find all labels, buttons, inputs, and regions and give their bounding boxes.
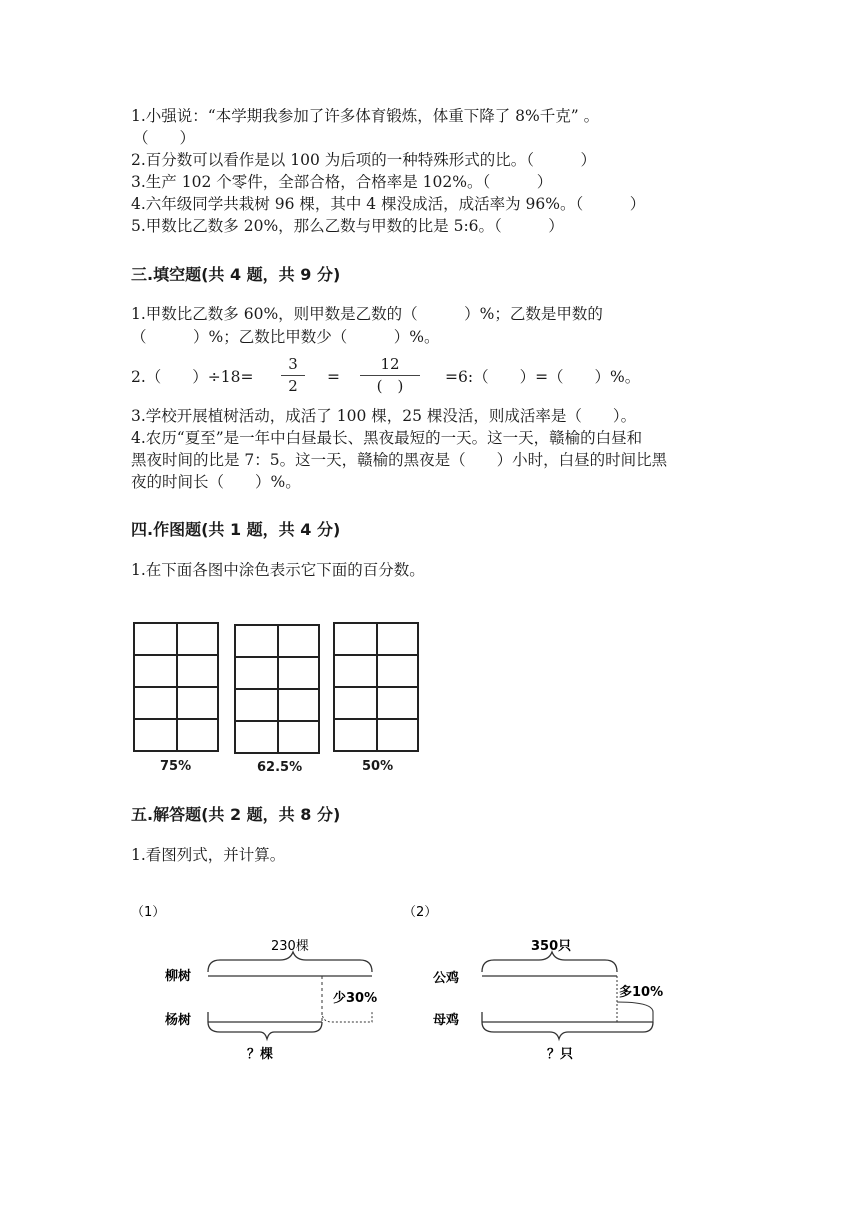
- diagram-2-note: 多10%: [619, 985, 664, 1000]
- fraction-1-bar: [281, 375, 305, 376]
- grid-label-50: 50%: [362, 759, 394, 774]
- judge-q5: 5.甲数比乙数多 20%，那么乙数与甲数的比是 5:6。（ ）: [131, 217, 564, 235]
- fraction-1-numerator: 3: [288, 355, 298, 373]
- fill-q2-prefix: 2.（ ）÷18=: [131, 368, 254, 386]
- grid-75[interactable]: [133, 622, 219, 752]
- fill-q4-line1: 4.农历“夏至”是一年中白昼最长、黑夜最短的一天。这一天，赣榆的白昼和: [131, 429, 643, 447]
- diagram-1-top-brace: [208, 952, 372, 972]
- judge-q1: 1.小强说：“本学期我参加了许多体育锻炼，体重下降了 8%千克” 。: [131, 107, 600, 125]
- grid-label-62-5: 62.5%: [257, 760, 303, 775]
- section-5-heading: 五.解答题(共 2 题，共 8 分): [131, 805, 341, 824]
- diagram-2-question: ？只: [547, 1047, 574, 1062]
- fill-q2-equals: =: [327, 368, 340, 386]
- diagram-1-dotted-bracket: [322, 1012, 372, 1022]
- fill-q1-line1: 1.甲数比乙数多 60%，则甲数是乙数的（ ）%；乙数是甲数的: [131, 305, 603, 323]
- diagram-2-row2-label: 母鸡: [433, 1013, 460, 1028]
- diagram-2-extra-bracket: [617, 1002, 653, 1022]
- diagram-2-row1-label: 公鸡: [433, 971, 460, 986]
- judge-q2: 2.百分数可以看作是以 100 为后项的一种特殊形式的比。（ ）: [131, 151, 596, 169]
- fill-q4-line2: 黑夜时间的比是 7：5。这一天，赣榆的黑夜是（ ）小时，白昼的时间比黑: [131, 451, 668, 469]
- diagram-rooster-hen: [395, 900, 685, 1070]
- section-4-heading: 四.作图题(共 1 题，共 4 分): [131, 520, 341, 539]
- fraction-1-denominator: 2: [288, 377, 298, 395]
- grid-50[interactable]: [333, 622, 419, 752]
- diagram-1-row1-label: 柳树: [165, 969, 192, 984]
- diagram-willow-poplar: [125, 900, 395, 1070]
- diagram-1-row2-label: 杨树: [165, 1013, 192, 1028]
- fraction-2-denominator: ( ): [376, 377, 404, 395]
- grid-label-75: 75%: [160, 759, 192, 774]
- diagram-1-note: 少30%: [333, 991, 378, 1006]
- draw-q1: 1.在下面各图中涂色表示它下面的百分数。: [131, 561, 425, 579]
- fraction-2-bar: [360, 375, 420, 376]
- diagram-1-bottom-brace: [208, 1012, 322, 1039]
- grid-62-5[interactable]: [234, 624, 320, 754]
- diagram-1-question: ？棵: [247, 1047, 274, 1062]
- diagram-1-tag: （1）: [131, 905, 166, 920]
- diagram-1-total-label: 230棵: [271, 939, 309, 954]
- fill-q2-suffix: =6:（ ）=（ ）%。: [445, 368, 641, 386]
- diagram-2-total-label: 350只: [531, 939, 572, 954]
- judge-q3: 3.生产 102 个零件，全部合格，合格率是 102%。（ ）: [131, 173, 553, 191]
- fraction-2-numerator: 12: [380, 355, 400, 373]
- section-3-heading: 三.填空题(共 4 题，共 9 分): [131, 265, 341, 284]
- fill-q3: 3.学校开展植树活动，成活了 100 棵，25 棵没活，则成活率是（ ）。: [131, 407, 637, 425]
- fill-q4-line3: 夜的时间长（ ）%。: [131, 473, 301, 491]
- diagram-2-tag: （2）: [403, 905, 438, 920]
- judge-q1-answer-blank: （ ）: [133, 129, 196, 147]
- diagram-2-bottom-brace: [482, 1012, 653, 1039]
- judge-q4: 4.六年级同学共栽树 96 棵，其中 4 棵没成活，成活率为 96%。（ ）: [131, 195, 646, 213]
- diagram-2-top-brace: [482, 952, 617, 972]
- answer-q1: 1.看图列式，并计算。: [131, 846, 286, 864]
- fill-q1-line2: （ ）%；乙数比甲数少（ ）%。: [131, 328, 440, 346]
